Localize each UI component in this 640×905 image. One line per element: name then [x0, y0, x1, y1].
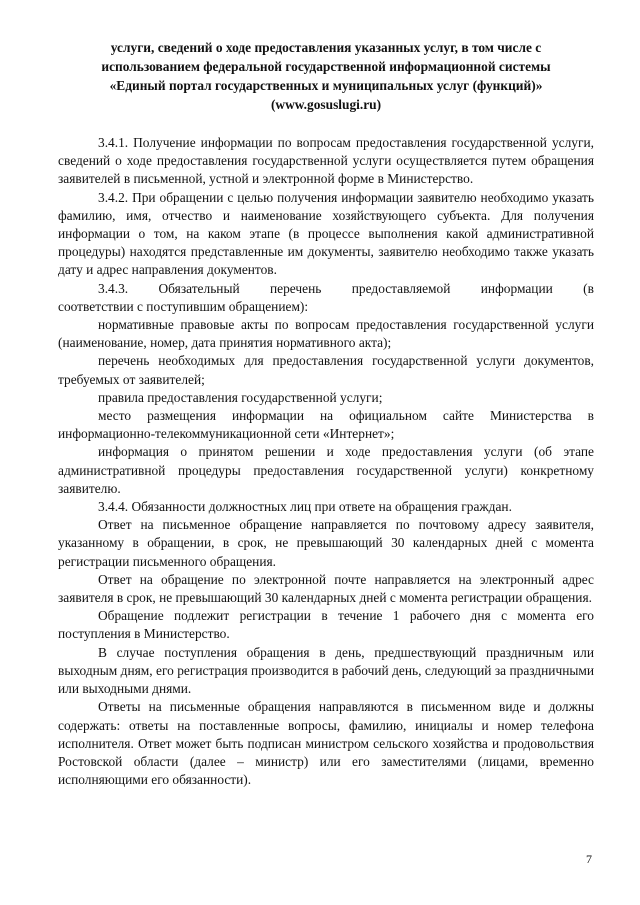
paragraph-3-4-1: 3.4.1. Получение информации по вопросам предоставления государственной услуги, сведений о ходе предоставления государственной услуги осуществляется путем обращения заявителей в письменной, устной и электронной форме в Министерство. [58, 135, 594, 187]
word: информации [480, 280, 553, 296]
list-item: информация о принятом решении и ходе предоставления услуги (об этапе административной процедуры предоставления государственной услуги) конкретному заявителю. [58, 444, 594, 496]
heading-line-4: (www.gosuslugi.ru) [270, 97, 382, 112]
paragraph-registration: Обращение подлежит регистрации в течение 1 рабочего дня с момента его поступления в Министерство. [58, 608, 594, 642]
paragraph-3-4-2: 3.4.2. При обращении с целью получения информации заявителю необходимо указать фамилию, имя, отчество и наименование хозяйствующего субъекта. Для получения информации о том, на каком этапе (в процессе выполнения какой административной процедуры) находятся представленные им документы, заявителю необходимо также указать дату и адрес направления документов. [58, 189, 594, 278]
paragraph-reply-content: Ответы на письменные обращения направляются в письменном виде и должны содержать: ответы на поставленные вопросы, фамилию, инициалы и номер телефона исполнителя. Ответ может быть подписан министром сельского хозяйства и продовольствия Ростовской области (далее – министр) или его заместителями (лицами, временно исполняющими его обязанности). [58, 699, 594, 788]
document-page [58, 38, 594, 789]
word: 3.4.3. [98, 280, 129, 296]
heading-line-3: «Единый портал государственных и муниципальных услуг (функций)» [109, 78, 543, 93]
list-item: правила предоставления государственной услуги; [98, 389, 383, 405]
word: предоставляемой [351, 280, 451, 296]
page-number: 7 [586, 852, 592, 866]
document-body [58, 134, 594, 789]
section-heading [58, 38, 594, 114]
paragraph-3-4-4: 3.4.4. Обязанности должностных лиц при ответе на обращения граждан. [98, 499, 512, 515]
paragraph-email-reply: Ответ на обращение по электронной почте направляется на электронный адрес заявителя в срок, не превышающий 30 календарных дней с момента регистрации обращения. [58, 571, 594, 606]
paragraph-written-reply: Ответ на письменное обращение направляется по почтовому адресу заявителя, указанному в обращении, в срок, не превышающий 30 календарных дней с момента регистрации письменного обращения. [58, 517, 594, 569]
list-item: перечень необходимых для предоставления государственной услуги документов, требуемых от заявителей; [58, 353, 594, 387]
word: (в [583, 280, 594, 296]
paragraph-3-4-3-first-line [58, 280, 594, 298]
word: перечень [270, 280, 322, 296]
heading-line-2: использованием федеральной государственной информационной системы [101, 59, 551, 74]
paragraph-holidays: В случае поступления обращения в день, предшествующий праздничным или выходным дням, его регистрация производится в рабочий день, следующий за праздничными или выходными днями. [58, 644, 594, 697]
list-item: нормативные правовые акты по вопросам предоставления государственной услуги (наименование, номер, дата принятия нормативного акта); [58, 317, 594, 351]
word: Обязательный [158, 280, 240, 296]
paragraph-3-4-3-continuation: соответствии с поступившим обращением): [58, 298, 309, 314]
heading-line-1: услуги, сведений о ходе предоставления указанных услуг, в том числе с [110, 40, 542, 55]
list-item: место размещения информации на официальном сайте Министерства в информационно-телекоммуникационной сети «Интернет»; [58, 408, 594, 442]
